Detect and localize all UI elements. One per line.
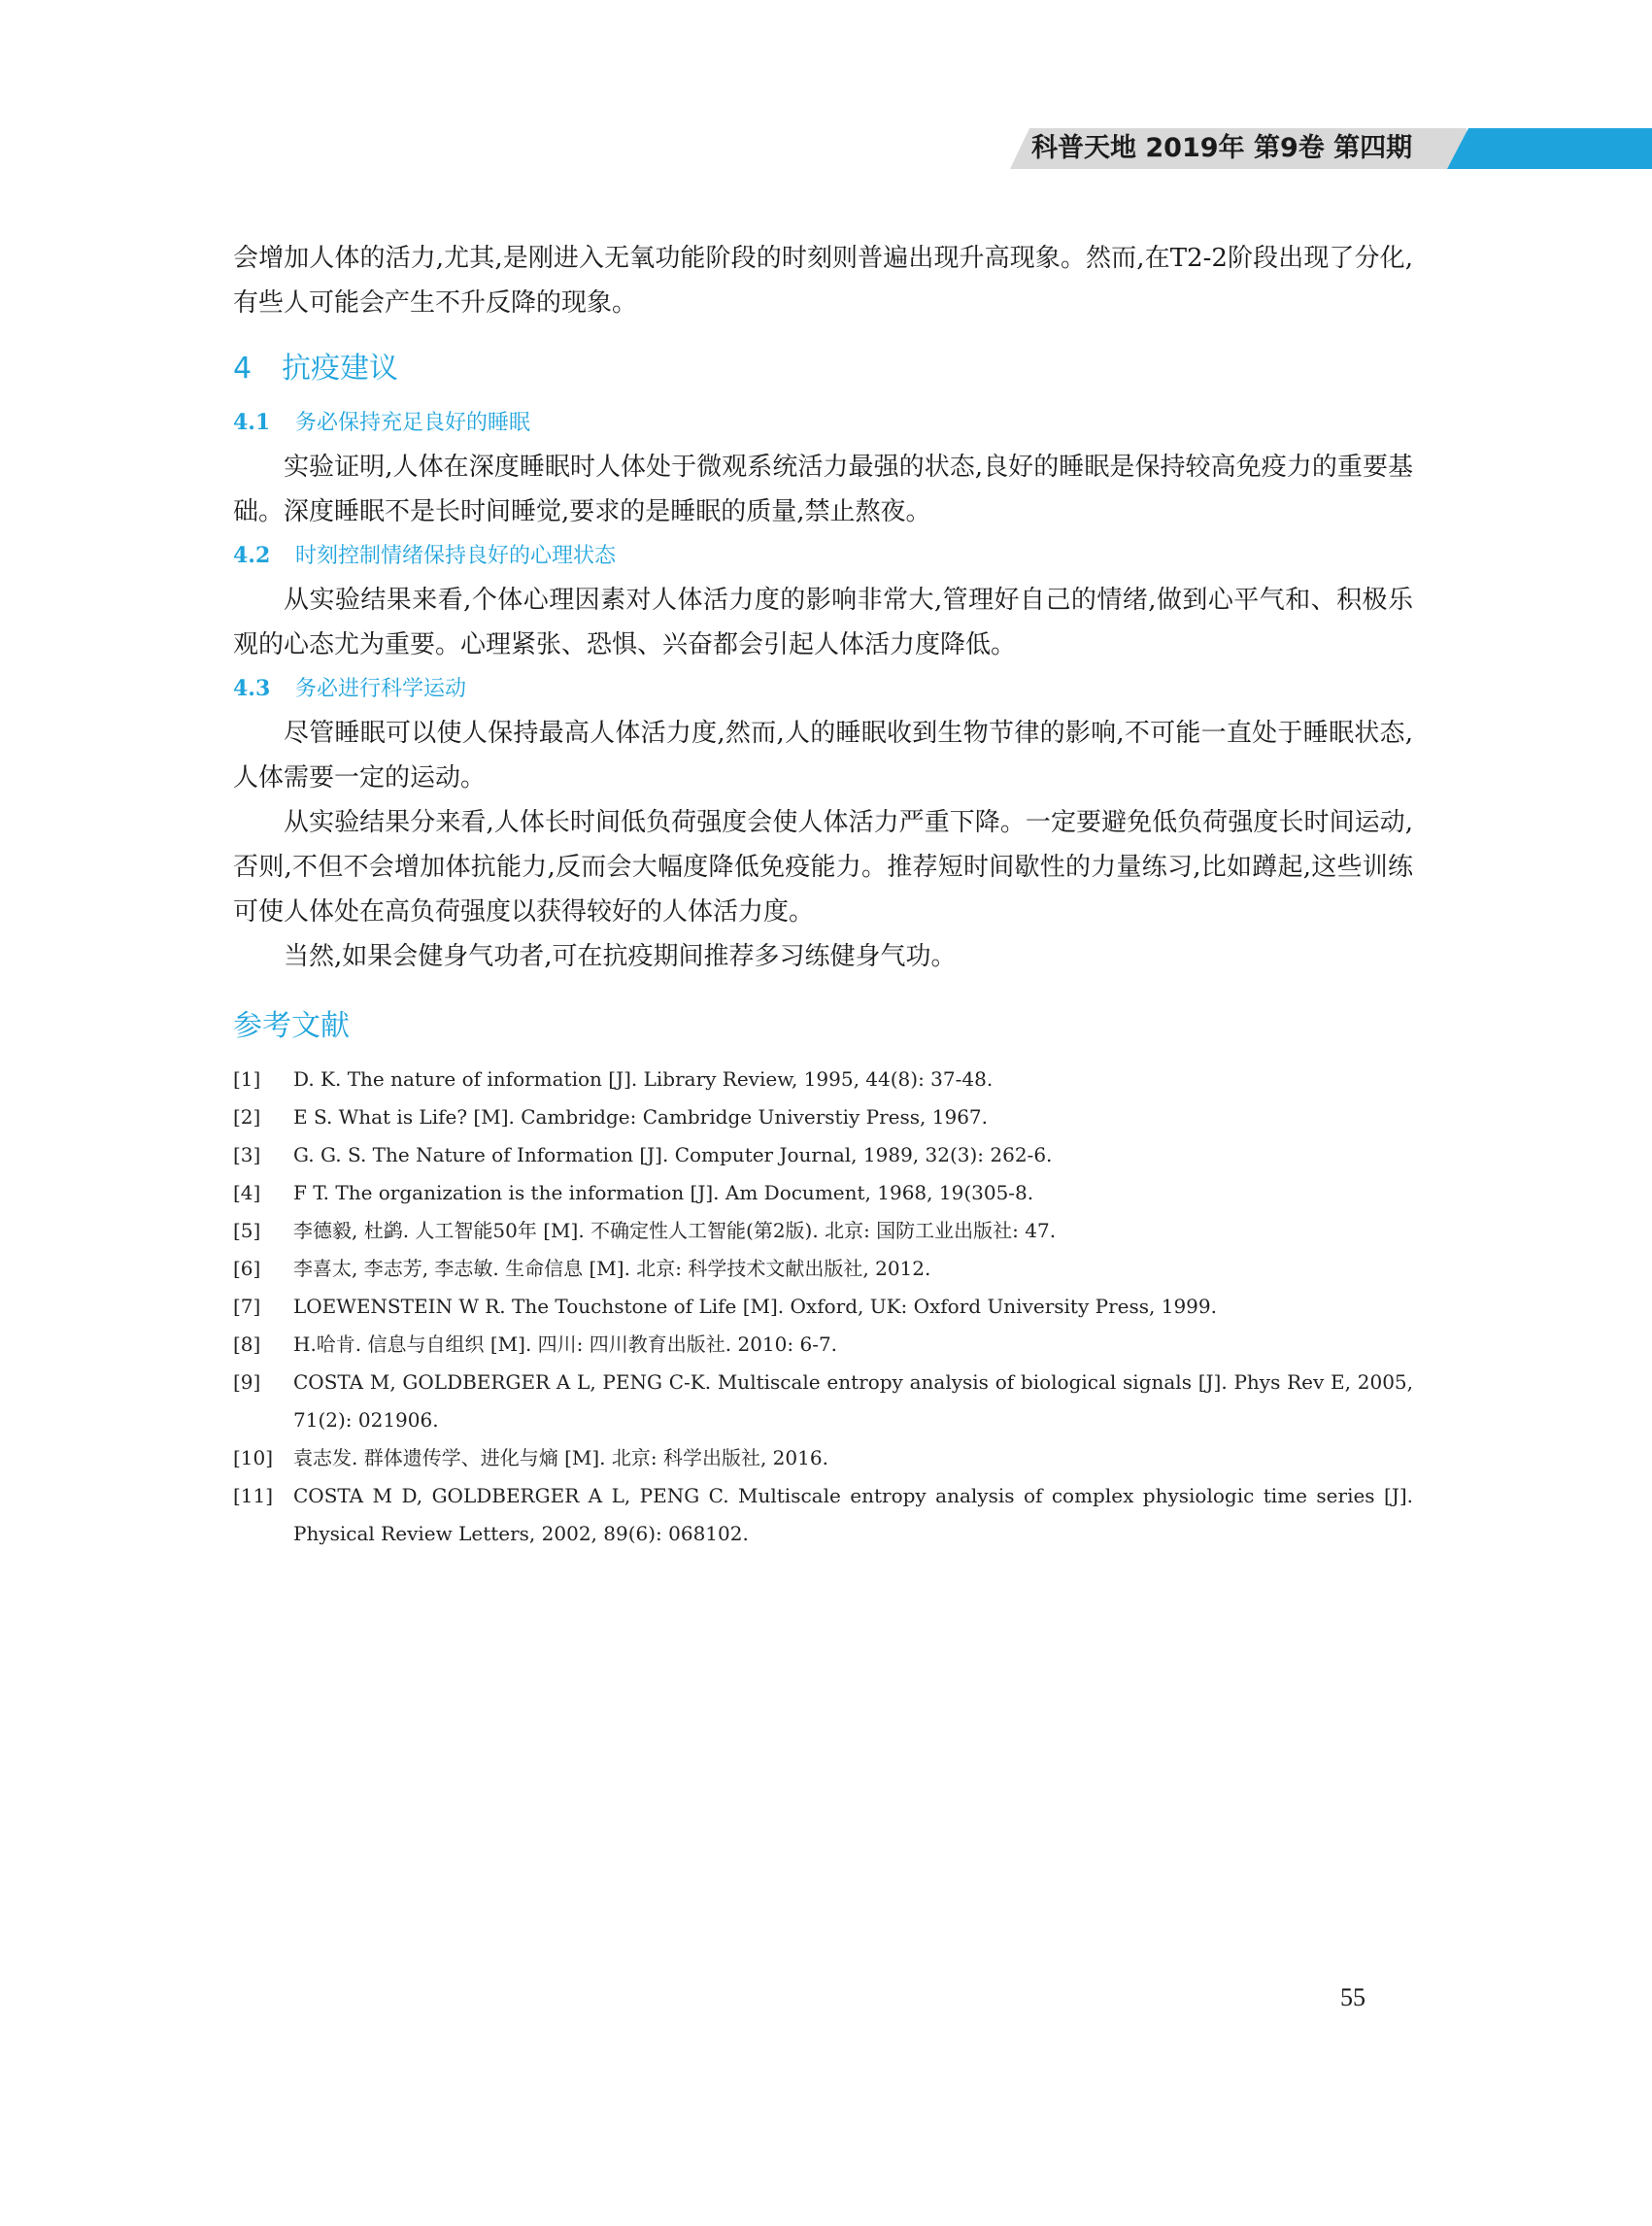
reference-item	[233, 1439, 1413, 1477]
journal-header: 科普天地 2019年 第9卷 第四期	[1031, 133, 1413, 163]
page-number: 55	[1340, 1983, 1365, 2011]
paragraph: 当然,如果会健身气功者,可在抗疫期间推荐多习练健身气功。	[284, 942, 957, 971]
subsection-number: 4.3	[233, 676, 271, 701]
subsection	[233, 401, 1413, 534]
reference-text: LOEWENSTEIN W R. The Touchstone of Life [M]. Oxford, UK: Oxford University Press, 1999.	[293, 1295, 1217, 1318]
reference-index: [10]	[233, 1446, 274, 1469]
reference-item	[233, 1061, 1413, 1098]
reference-index: [1]	[233, 1067, 261, 1091]
reference-index: [5]	[233, 1219, 261, 1242]
reference-text: G. G. S. The Nature of Information [J]. Computer Journal, 1989, 32(3): 262-6.	[293, 1143, 1053, 1166]
reference-text: 李德毅, 杜鹢. 人工智能50年 [M]. 不确定性人工智能(第2版). 北京: 国防工业出版社: 47.	[293, 1219, 1057, 1242]
subsection-number: 4.2	[233, 543, 271, 568]
reference-index: [3]	[233, 1143, 261, 1166]
reference-index: [6]	[233, 1257, 261, 1280]
reference-index: [9]	[233, 1370, 261, 1394]
reference-item	[233, 1174, 1413, 1212]
reference-item	[233, 1098, 1413, 1136]
subsection-title: 务必保持充足良好的睡眠	[295, 411, 531, 435]
reference-index: [11]	[233, 1484, 274, 1507]
subsection-heading	[233, 534, 1413, 578]
reference-text: F T. The organization is the information [J]. Am Document, 1968, 19(305-8.	[293, 1181, 1034, 1204]
article-body	[233, 236, 1413, 1553]
reference-text: H.哈肯. 信息与自组织 [M]. 四川: 四川教育出版社. 2010: 6-7.	[293, 1332, 838, 1356]
subsection-title: 时刻控制情绪保持良好的心理状态	[295, 544, 617, 568]
reference-text: 袁志发. 群体遗传学、进化与熵 [M]. 北京: 科学出版社, 2016.	[293, 1446, 828, 1469]
reference-index: [4]	[233, 1181, 261, 1204]
paragraph: 尽管睡眠可以使人保持最高人体活力度,然而,人的睡眠收到生物节律的影响,不可能一直处于睡眠状态,人体需要一定的运动。	[233, 719, 1413, 793]
reference-text: COSTA M, GOLDBERGER A L, PENG C-K. Multiscale entropy analysis of biological signals [J]. Phys Rev E, 2005, 71(2): 021906.	[293, 1370, 1413, 1432]
reference-list	[233, 1061, 1413, 1553]
reference-index: [7]	[233, 1295, 261, 1318]
intro-paragraph: 会增加人体的活力,尤其,是刚进入无氧功能阶段的时刻则普遍出现升高现象。然而,在T2-2阶段出现了分化,有些人可能会产生不升反降的现象。	[233, 244, 1413, 318]
reference-text: E S. What is Life? [M]. Cambridge: Cambridge Universtiy Press, 1967.	[293, 1105, 988, 1129]
reference-index: [8]	[233, 1332, 261, 1356]
section-number: 4	[233, 352, 253, 386]
section-title: 抗疫建议	[282, 352, 398, 386]
reference-item	[233, 1288, 1413, 1326]
reference-text: COSTA M D, GOLDBERGER A L, PENG C. Multiscale entropy analysis of complex physiologic time series [J]. Physical Review Letters, 2002, 89(6): 068102.	[293, 1484, 1413, 1545]
reference-item	[233, 1364, 1413, 1439]
reference-item	[233, 1477, 1413, 1553]
subsection	[233, 667, 1413, 979]
reference-item	[233, 1326, 1413, 1364]
paragraph: 从实验结果来看,个体心理因素对人体活力度的影响非常大,管理好自己的情绪,做到心平气和、积极乐观的心态尤为重要。心理紧张、恐惧、兴奋都会引起人体活力度降低。	[233, 586, 1413, 659]
subsection-number: 4.1	[233, 410, 271, 435]
subsection-title: 务必进行科学运动	[295, 677, 467, 701]
paragraph: 实验证明,人体在深度睡眠时人体处于微观系统活力最强的状态,良好的睡眠是保持较高免疫力的重要基础。深度睡眠不是长时间睡觉,要求的是睡眠的质量,禁止熬夜。	[233, 453, 1413, 526]
subsection-heading	[233, 401, 1413, 445]
reference-index: [2]	[233, 1105, 261, 1129]
subsection	[233, 534, 1413, 667]
subsection-heading	[233, 667, 1413, 711]
reference-text: D. K. The nature of information [J]. Library Review, 1995, 44(8): 37-48.	[293, 1067, 994, 1091]
section-heading	[233, 347, 1413, 391]
reference-item	[233, 1250, 1413, 1288]
reference-item	[233, 1212, 1413, 1250]
references-title: 参考文献	[233, 1009, 350, 1043]
reference-text: 李喜太, 李志芳, 李志敏. 生命信息 [M]. 北京: 科学技术文献出版社, 2012.	[293, 1257, 931, 1280]
header-accent-bar	[1447, 128, 1652, 169]
paragraph: 从实验结果分来看,人体长时间低负荷强度会使人体活力严重下降。一定要避免低负荷强度长时间运动,否则,不但不会增加体抗能力,反而会大幅度降低免疫能力。推荐短时间歇性的力量练习,比如蹲起,这些训练可使人体处在高负荷强度以获得较好的人体活力度。	[233, 808, 1413, 927]
reference-item	[233, 1136, 1413, 1174]
